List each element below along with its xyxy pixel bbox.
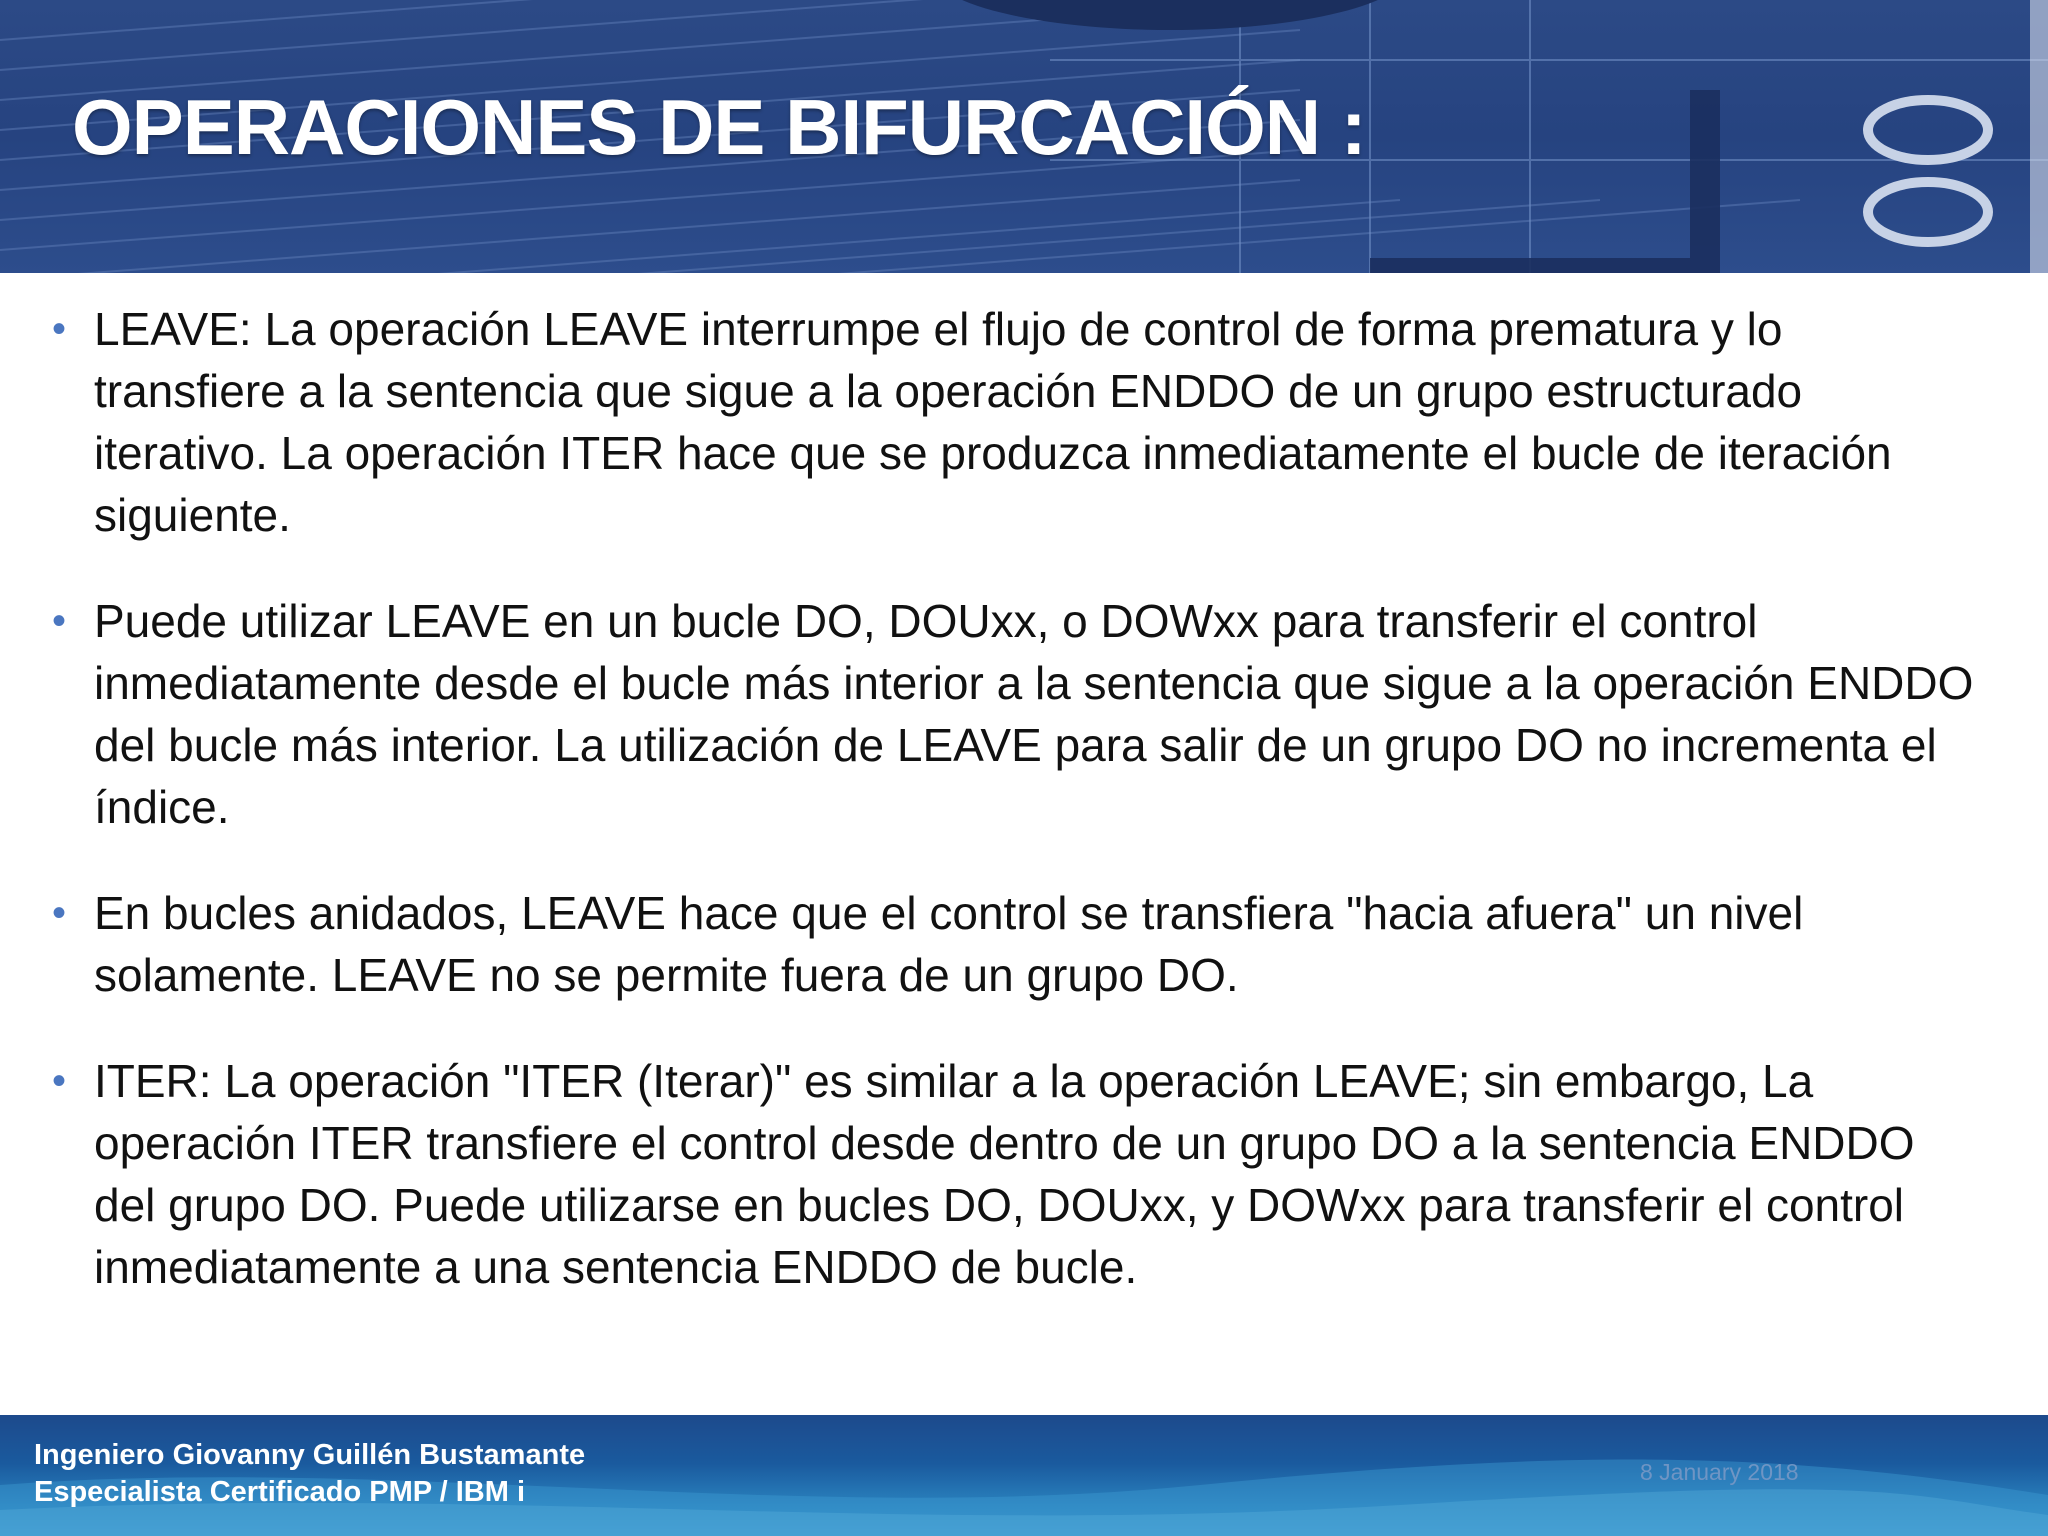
- bullet-dot-icon: •: [52, 891, 67, 935]
- bullet-dot-icon: •: [52, 307, 67, 351]
- list-item: [52, 1050, 1982, 1298]
- list-item: [52, 882, 1982, 1006]
- list-item: [52, 298, 1982, 546]
- bullet-text: En bucles anidados, LEAVE hace que el control se transfiera "hacia afuera" un nivel solamente. LEAVE no se permite fuera de un grupo DO.: [94, 887, 1804, 1001]
- bullet-dot-icon: •: [52, 1059, 67, 1103]
- bullet-list: [52, 298, 1982, 1342]
- author-credit: [34, 1437, 585, 1511]
- bullet-dot-icon: •: [52, 599, 67, 643]
- header-banner: [0, 0, 2048, 273]
- author-title: Especialista Certificado PMP / IBM i: [34, 1476, 526, 1508]
- slide-date: 8 January 2018: [1640, 1459, 1799, 1485]
- bullet-text: ITER: La operación "ITER (Iterar)" es similar a la operación LEAVE; sin embargo, La operación ITER transfiere el control desde dentro de un grupo DO a la sentencia ENDDO del grupo DO. Puede utilizarse en bucles DO, DOUxx, y DOWxx para transferir el control inmediatamente a una sentencia ENDDO de bucle.: [94, 1055, 1915, 1293]
- list-item: [52, 590, 1982, 838]
- bullet-text: Puede utilizar LEAVE en un bucle DO, DOUxx, o DOWxx para transferir el control inmediatamente desde el bucle más interior a la sentencia que sigue a la operación ENDDO del bucle más interior. La utilización de LEAVE para salir de un grupo DO no incrementa el índice.: [94, 595, 1974, 833]
- bullet-text: LEAVE: La operación LEAVE interrumpe el flujo de control de forma prematura y lo transfiere a la sentencia que sigue a la operación ENDDO de un grupo estructurado iterativo. La operación ITER hace que se produzca inmediatamente el bucle de iteración siguiente.: [94, 303, 1892, 541]
- author-name: Ingeniero Giovanny Guillén Bustamante: [34, 1439, 586, 1471]
- page-title: OPERACIONES DE BIFURCACIÓN :: [72, 83, 1366, 171]
- footer-bar: [0, 1415, 2048, 1536]
